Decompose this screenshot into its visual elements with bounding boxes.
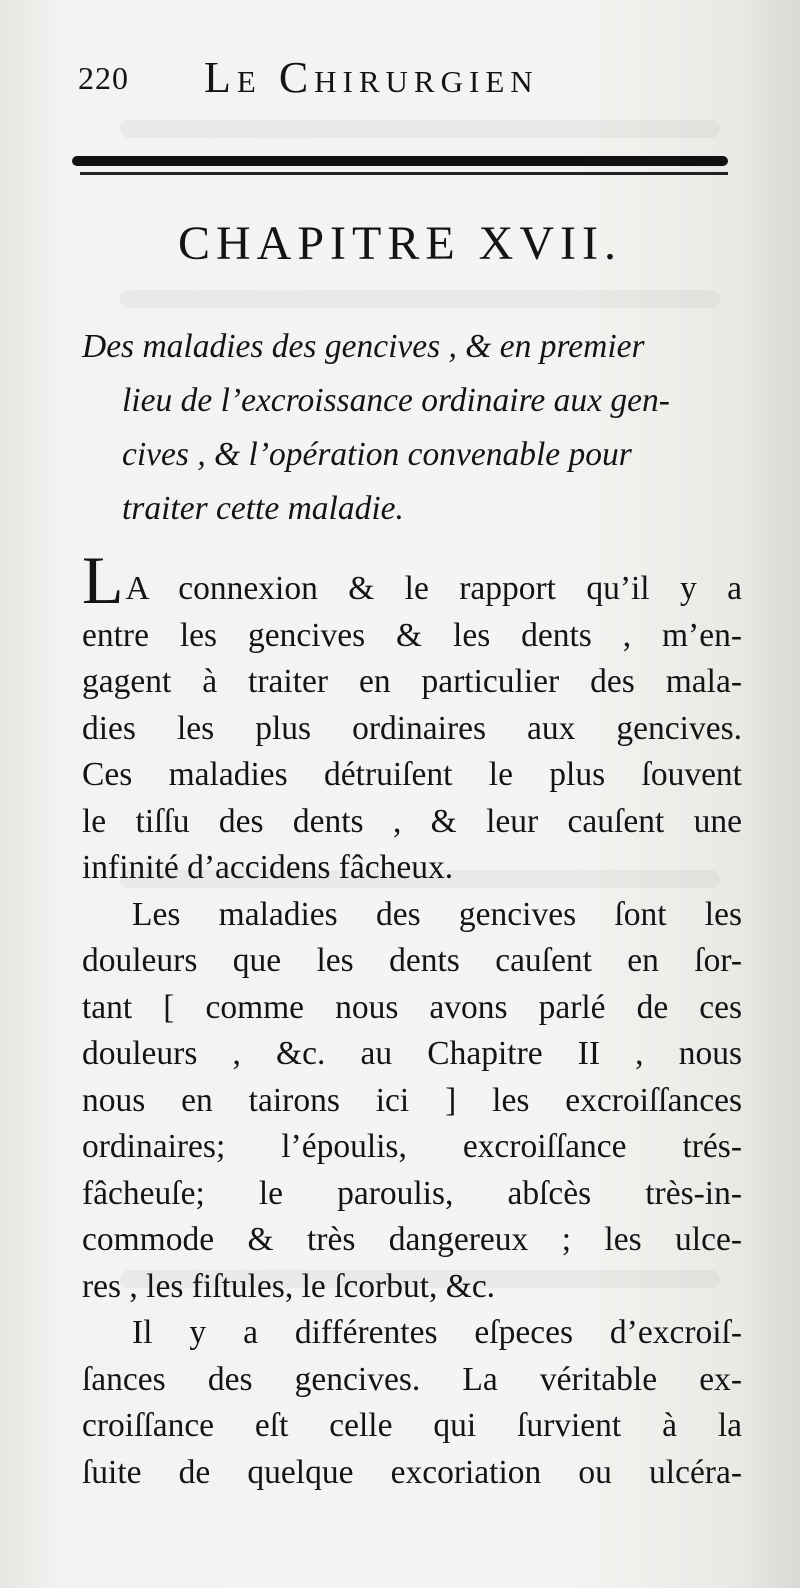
body-line: douleurs que les dents cauſent en ſor- xyxy=(82,942,742,979)
body-line: Ces maladies détruiſent le plus ſouvent xyxy=(82,756,742,793)
body-line: ſances des gencives. La véritable ex- xyxy=(82,1360,742,1398)
body-line: douleurs , &c. au Chapitre II , nous xyxy=(82,1035,742,1072)
running-head xyxy=(78,52,738,102)
body-line: tant [ comme nous avons parlé de ces xyxy=(82,988,742,1026)
body-line: Les maladies des gencives ſont les xyxy=(132,895,742,933)
body-line: le tiſſu des dents , & leur cauſent une xyxy=(82,802,742,840)
body-line: entre les gencives & les dents , m’en- xyxy=(82,616,742,654)
header-rule-thin xyxy=(80,172,728,175)
running-title: Le Chirurgien xyxy=(204,53,539,102)
show-through-shadow xyxy=(120,120,720,138)
header-rule xyxy=(72,156,728,166)
body-line: gagent à traiter en particulier des mala- xyxy=(82,663,742,700)
chapter-title-line: lieu de l’excroissance ordinaire aux gen- xyxy=(122,382,670,419)
body-line: ordinaires; l’époulis, excroiſſance trés- xyxy=(82,1128,742,1165)
body-text xyxy=(82,542,742,1496)
body-line: croiſſance eſt celle qui ſurvient à la xyxy=(82,1407,742,1444)
body-line: nous en tairons ici ] les excroiſſances xyxy=(82,1081,742,1119)
body-line: dies les plus ordinaires aux gencives. xyxy=(82,709,742,747)
body-line: res , les fiſtules, le ſcorbut, &c. xyxy=(82,1267,496,1305)
chapter-title-line: traiter cette maladie. xyxy=(122,490,404,527)
body-line: ſuite de quelque excoriation ou ulcéra- xyxy=(82,1453,742,1491)
body-line xyxy=(82,542,742,618)
body-line: fâcheuſe; le paroulis, abſcès très-in- xyxy=(82,1174,742,1212)
page-number: 220 xyxy=(78,60,129,96)
chapter-title xyxy=(82,320,742,536)
drop-cap: L xyxy=(82,542,124,618)
body-line: commode & très dangereux ; les ulce- xyxy=(82,1221,742,1258)
chapter-heading: CHAPITRE XVII. xyxy=(178,217,622,270)
body-line-text: A connexion & le rapport qu’il y a xyxy=(125,570,742,607)
chapter-title-line: Des maladies des gencives , & en premier xyxy=(82,328,645,365)
chapter-title-line: cives , & l’opération convenable pour xyxy=(122,436,632,473)
body-line: Il y a différentes eſpeces d’excroiſ- xyxy=(132,1314,742,1351)
body-line: infinité d’accidens fâcheux. xyxy=(82,849,454,886)
show-through-shadow xyxy=(120,290,720,308)
